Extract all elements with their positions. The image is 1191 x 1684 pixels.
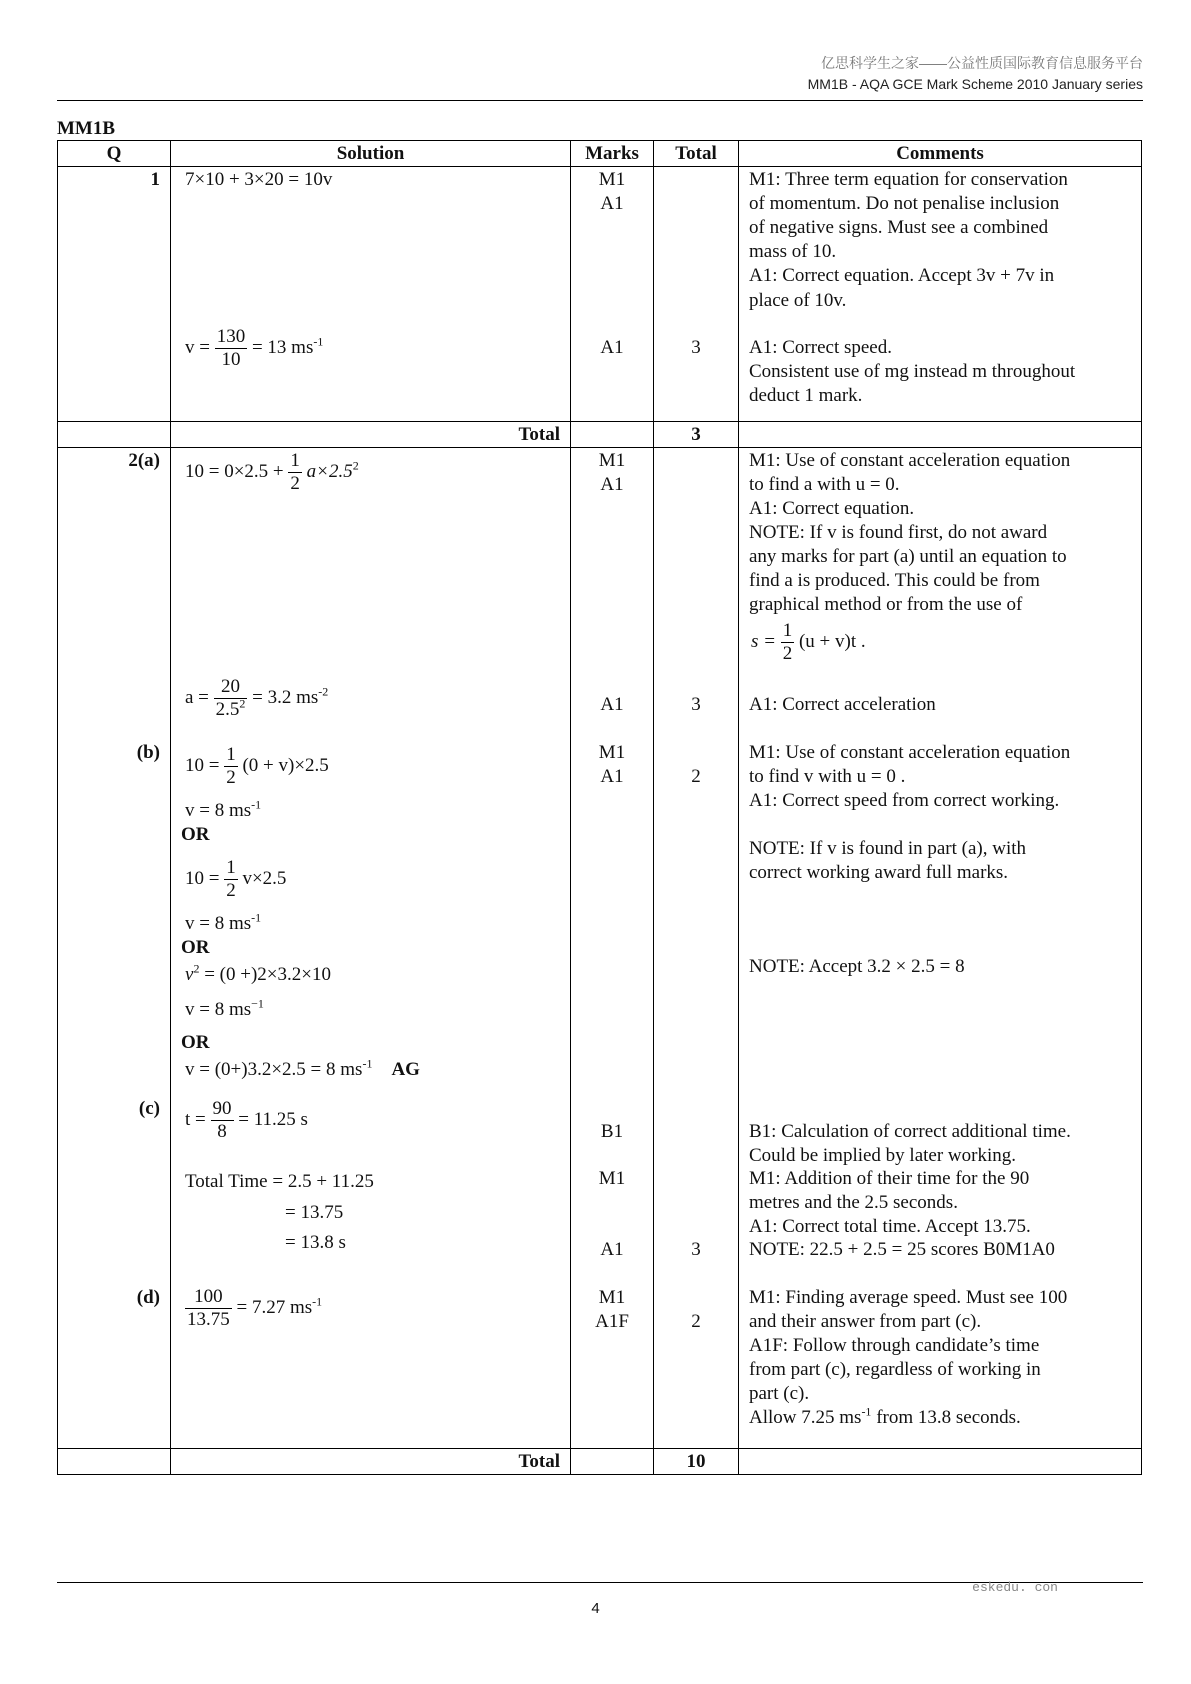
q2b-mark-2: A1 <box>600 766 624 787</box>
q2c-mark-1: B1 <box>600 1121 624 1142</box>
q1-eq2-den: 10 <box>221 349 241 370</box>
question-1-row <box>58 167 1142 422</box>
q2a-comment-1: M1: Use of constant acceleration equation <box>749 450 1071 471</box>
q2b-eq3-rhs: v×2.5 <box>242 867 287 889</box>
q1-total-blank <box>58 422 171 448</box>
q2a-mark-2: A1 <box>600 474 624 495</box>
q2d-label: (d) <box>136 1287 160 1308</box>
q2a-mark-3: A1 <box>600 694 624 715</box>
q2b-mark-1: M1 <box>598 742 626 763</box>
q2a-eq1-rhs: a×2.5 <box>306 460 353 482</box>
q2a-eq2-den: $2.5^2$ <box>215 696 246 720</box>
q2b-comment-4: NOTE: If v is found in part (a), with <box>749 838 1027 859</box>
q2b-or-3: OR <box>181 1032 210 1053</box>
q2c-comment-6: NOTE: 22.5 + 2.5 = 25 scores B0M1A0 <box>749 1239 1055 1260</box>
q2c-comment-1: B1: Calculation of correct additional time. <box>749 1121 1071 1142</box>
q2-totals <box>654 448 739 1449</box>
q2-comments <box>739 448 1142 1449</box>
q2d-mark-1: M1 <box>598 1287 626 1308</box>
col-solution: Solution <box>171 141 571 167</box>
q1-comment-6: place of 10v. <box>749 290 847 311</box>
q1-comment-4: mass of 10. <box>749 241 837 262</box>
q2b-comment-5: correct working award full marks. <box>749 862 1009 883</box>
q1-comment-3: of negative signs. Must see a combined <box>749 217 1049 238</box>
q2a-formula-rhs: (u + v)t . <box>798 630 866 652</box>
q2c-mark-3: A1 <box>600 1239 624 1260</box>
q1-total-marks-blank <box>571 422 654 448</box>
q2b-eq1 <box>185 744 329 789</box>
q1-solution <box>171 167 571 422</box>
q2d-rhs: = 7.27 ms <box>236 1296 313 1318</box>
q1-total-value: 3 <box>691 337 701 358</box>
q2b-eq4-text: v = 8 ms <box>185 913 252 934</box>
q2-solution <box>171 448 571 1449</box>
q2a-eq1-lhs: 10 = 0×2.5 + <box>185 460 284 482</box>
q2a-eq2-den-value: 2.5 <box>215 699 240 720</box>
q2a-eq2-lhs: a = <box>185 686 209 708</box>
q2a-total: 3 <box>691 694 701 715</box>
q2b-eq1-num: 1 <box>226 744 236 765</box>
q2b-eq3-lhs: 10 = <box>185 867 220 889</box>
q1-eq2: v = $\frac{130}{10}$ = 13 $ms^{-1}$ <box>185 326 324 370</box>
q2b-eq2: v = 8 $ms^{-1}$ <box>185 797 262 821</box>
q2a-comment-7: graphical method or from the use of <box>749 594 1023 615</box>
q2a-eq2: a = $\frac{20}{2.5^2}$ = 3.2 $ms^{-2}$ <box>185 676 329 720</box>
q2a-formula <box>751 620 866 665</box>
col-total: Total <box>654 141 739 167</box>
q2c-eq2: Total Time = 2.5 + 11.25 <box>185 1171 374 1192</box>
q2b-eq1-lhs: 10 = <box>185 754 220 776</box>
q2-labels <box>58 448 171 1449</box>
q2b-eq4: v = 8 $ms^{-1}$ <box>185 910 262 934</box>
q2a-formula-lhs: s = <box>751 630 776 652</box>
q2c-eq4: = 13.8 s <box>285 1232 346 1253</box>
q2b-comment-1: M1: Use of constant acceleration equation <box>749 742 1071 763</box>
q2d-num: 100 <box>185 1286 232 1309</box>
q1-total-row <box>58 422 1142 448</box>
q2b-eq6-text: v = 8 ms <box>185 999 252 1020</box>
q2a-eq1: 10 = 0×2.5 + $\frac{1}{2}$ $a\times 2.5^2$ <box>185 450 359 494</box>
q2b-comment-6: NOTE: Accept 3.2 × 2.5 = 8 <box>749 956 965 977</box>
q2a-comment-8: A1: Correct acceleration <box>749 694 936 715</box>
q2b-comment-2: to find v with u = 0 . <box>749 766 906 787</box>
q2d-comment-6-tail: from 13.8 seconds. <box>876 1407 1021 1428</box>
header-rule <box>57 100 1143 101</box>
q2-total-row <box>58 1449 1142 1475</box>
q2b-label: (b) <box>136 742 160 763</box>
q2-total-blank <box>58 1449 171 1475</box>
q2c-eq1-fraction <box>211 1098 234 1143</box>
q2b-eq3 <box>185 857 286 902</box>
q2a-eq1-num: 1 <box>290 450 300 471</box>
q1-total-sum: 3 <box>654 422 739 448</box>
q2c-eq1 <box>185 1098 308 1143</box>
q2a-formula-fraction <box>781 620 795 665</box>
footer-site: eskedu. con <box>972 1580 1058 1595</box>
q2a-mark-1: M1 <box>598 450 626 471</box>
q1-total <box>654 167 739 422</box>
q2a-comment-5: any marks for part (a) until an equation to <box>749 546 1067 567</box>
q2b-eq6: v = 8 $ms^{-1}$ <box>185 996 264 1020</box>
q1-mark-3: A1 <box>600 337 624 358</box>
q2b-eq1-fraction <box>224 744 238 789</box>
q2c-comment-3: M1: Addition of their time for the 90 <box>749 1168 1030 1189</box>
q2c-total: 3 <box>691 1239 701 1260</box>
q1-eq2-rhs: = 13 ms <box>251 336 314 358</box>
q1-eq2-num: 130 <box>216 326 246 347</box>
col-comments: Comments <box>739 141 1142 167</box>
q2c-eq1-rhs: = 11.25 s <box>238 1108 308 1130</box>
q2c-mark-2: M1 <box>598 1168 626 1189</box>
page-number: 4 <box>591 1600 600 1617</box>
q2d-mark-2: A1F <box>595 1311 629 1332</box>
q1-total-comment-blank <box>739 422 1142 448</box>
q2b-eq3-num: 1 <box>226 857 236 878</box>
q2c-comment-4: metres and the 2.5 seconds. <box>749 1192 958 1213</box>
mark-scheme-table <box>57 140 1142 1475</box>
q1-total-label: Total <box>171 422 571 448</box>
header-document-title: MM1B - AQA GCE Mark Scheme 2010 January series <box>807 76 1143 92</box>
q2d-comment-3: A1F: Follow through candidate’s time <box>749 1335 1040 1356</box>
q2b-eq5: $v^2 = (0 +)2\times 3.2\times 10$ <box>185 961 331 985</box>
q1-eq2-fraction <box>215 326 248 371</box>
q2-total-marks-blank <box>571 1449 654 1475</box>
q2d-eq1: $\frac{100}{13.75}$ = 7.27 $ms^{-1}$ <box>187 1286 323 1330</box>
q1-comment-2: of momentum. Do not penalise inclusion <box>749 193 1060 214</box>
q1-comment-7: A1: Correct speed. <box>749 337 892 358</box>
q2b-eq5-v: v <box>185 964 194 985</box>
q2b-eq7-text: v = (0+)3.2×2.5 = 8 ms <box>185 1059 363 1080</box>
q2c-comment-5: A1: Correct total time. Accept 13.75. <box>749 1216 1031 1237</box>
q2a-comment-2: to find a with u = 0. <box>749 474 900 495</box>
q2a-comment-6: find a is produced. This could be from <box>749 570 1040 591</box>
q2a-comment-3: A1: Correct equation. <box>749 498 915 519</box>
q2d-den: 13.75 <box>187 1309 230 1330</box>
q1-comment-1: M1: Three term equation for conservation <box>749 169 1068 190</box>
header-site-title: 亿思科学生之家——公益性质国际教育信息服务平台 <box>821 55 1143 71</box>
q2d-comment-4: from part (c), regardless of working in <box>749 1359 1041 1380</box>
q2b-or-2: OR <box>181 937 210 958</box>
q2d-comment-5: part (c). <box>749 1383 810 1404</box>
q2b-eq1-den: 2 <box>226 767 236 788</box>
q2a-eq2-fraction <box>214 676 248 721</box>
q2a-formula-num: 1 <box>782 620 793 641</box>
q2-total-sum: 10 <box>654 1449 739 1475</box>
q2c-label: (c) <box>138 1098 160 1119</box>
q1-comment-5: A1: Correct equation. Accept 3v + 7v in <box>749 265 1055 286</box>
q2b-eq3-fraction <box>224 857 238 902</box>
q2d-fraction <box>185 1286 232 1331</box>
q2d-comment-2: and their answer from part (c). <box>749 1311 982 1332</box>
q2b-eq7: v = (0+)3.2×2.5 = 8 $ms^{-1}$ AG <box>185 1056 420 1080</box>
q1-marks <box>571 167 654 422</box>
q2-total-label: Total <box>171 1449 571 1475</box>
q2b-eq3-den: 2 <box>226 880 236 901</box>
q1-comment-9: deduct 1 mark. <box>749 385 863 406</box>
q2b-eq2-text: v = 8 ms <box>185 800 252 821</box>
q1-comments <box>739 167 1142 422</box>
q2d-comment-6-text: Allow 7.25 ms <box>749 1407 862 1428</box>
q1-eq2-lhs: v = <box>185 336 210 358</box>
q2-total-comment-blank <box>739 1449 1142 1475</box>
q1-comment-8: Consistent use of mg instead m throughout <box>749 361 1076 382</box>
q1-number: 1 <box>58 167 171 422</box>
q2c-eq1-num: 90 <box>212 1098 232 1119</box>
q2a-eq1-den: 2 <box>290 473 300 494</box>
q2d-total: 2 <box>691 1311 701 1332</box>
q2a-eq2-rhs: = 3.2 ms <box>252 686 319 708</box>
q2-marks <box>571 448 654 1449</box>
q1-mark-2: A1 <box>600 193 624 214</box>
q2a-formula-den: 2 <box>782 643 793 664</box>
q2b-total: 2 <box>691 766 701 787</box>
col-q: Q <box>58 141 171 167</box>
q1-mark-1: M1 <box>598 169 626 190</box>
q2a-label: 2(a) <box>128 450 160 471</box>
q2b-or-1: OR <box>181 824 210 845</box>
q2c-eq3: = 13.75 <box>285 1202 344 1223</box>
paper-code: MM1B <box>57 118 116 139</box>
q2a-eq1-fraction <box>288 450 302 495</box>
q2d-comment-1: M1: Finding average speed. Must see 100 <box>749 1287 1068 1308</box>
q2b-ag: AG <box>391 1059 420 1080</box>
col-marks: Marks <box>571 141 654 167</box>
q2b-eq1-rhs: (0 + v)×2.5 <box>242 754 329 776</box>
q2d-comment-6: Allow 7.25 $ms^{-1}$ from 13.8 seconds. <box>749 1404 1021 1428</box>
q2c-eq1-lhs: t = <box>185 1108 206 1130</box>
q1-eq1: 7×10 + 3×20 = 10v <box>185 169 333 190</box>
q2c-comment-2: Could be implied by later working. <box>749 1145 1017 1166</box>
q2a-eq2-num: 20 <box>214 676 248 699</box>
header-row <box>58 141 1142 167</box>
question-2-row <box>58 448 1142 1449</box>
q2b-comment-3: A1: Correct speed from correct working. <box>749 790 1060 811</box>
q2b-eq5-text: = (0 +)2×3.2×10 <box>204 964 331 985</box>
q2a-comment-4: NOTE: If v is found first, do not award <box>749 522 1048 543</box>
q2c-eq1-den: 8 <box>217 1121 227 1142</box>
